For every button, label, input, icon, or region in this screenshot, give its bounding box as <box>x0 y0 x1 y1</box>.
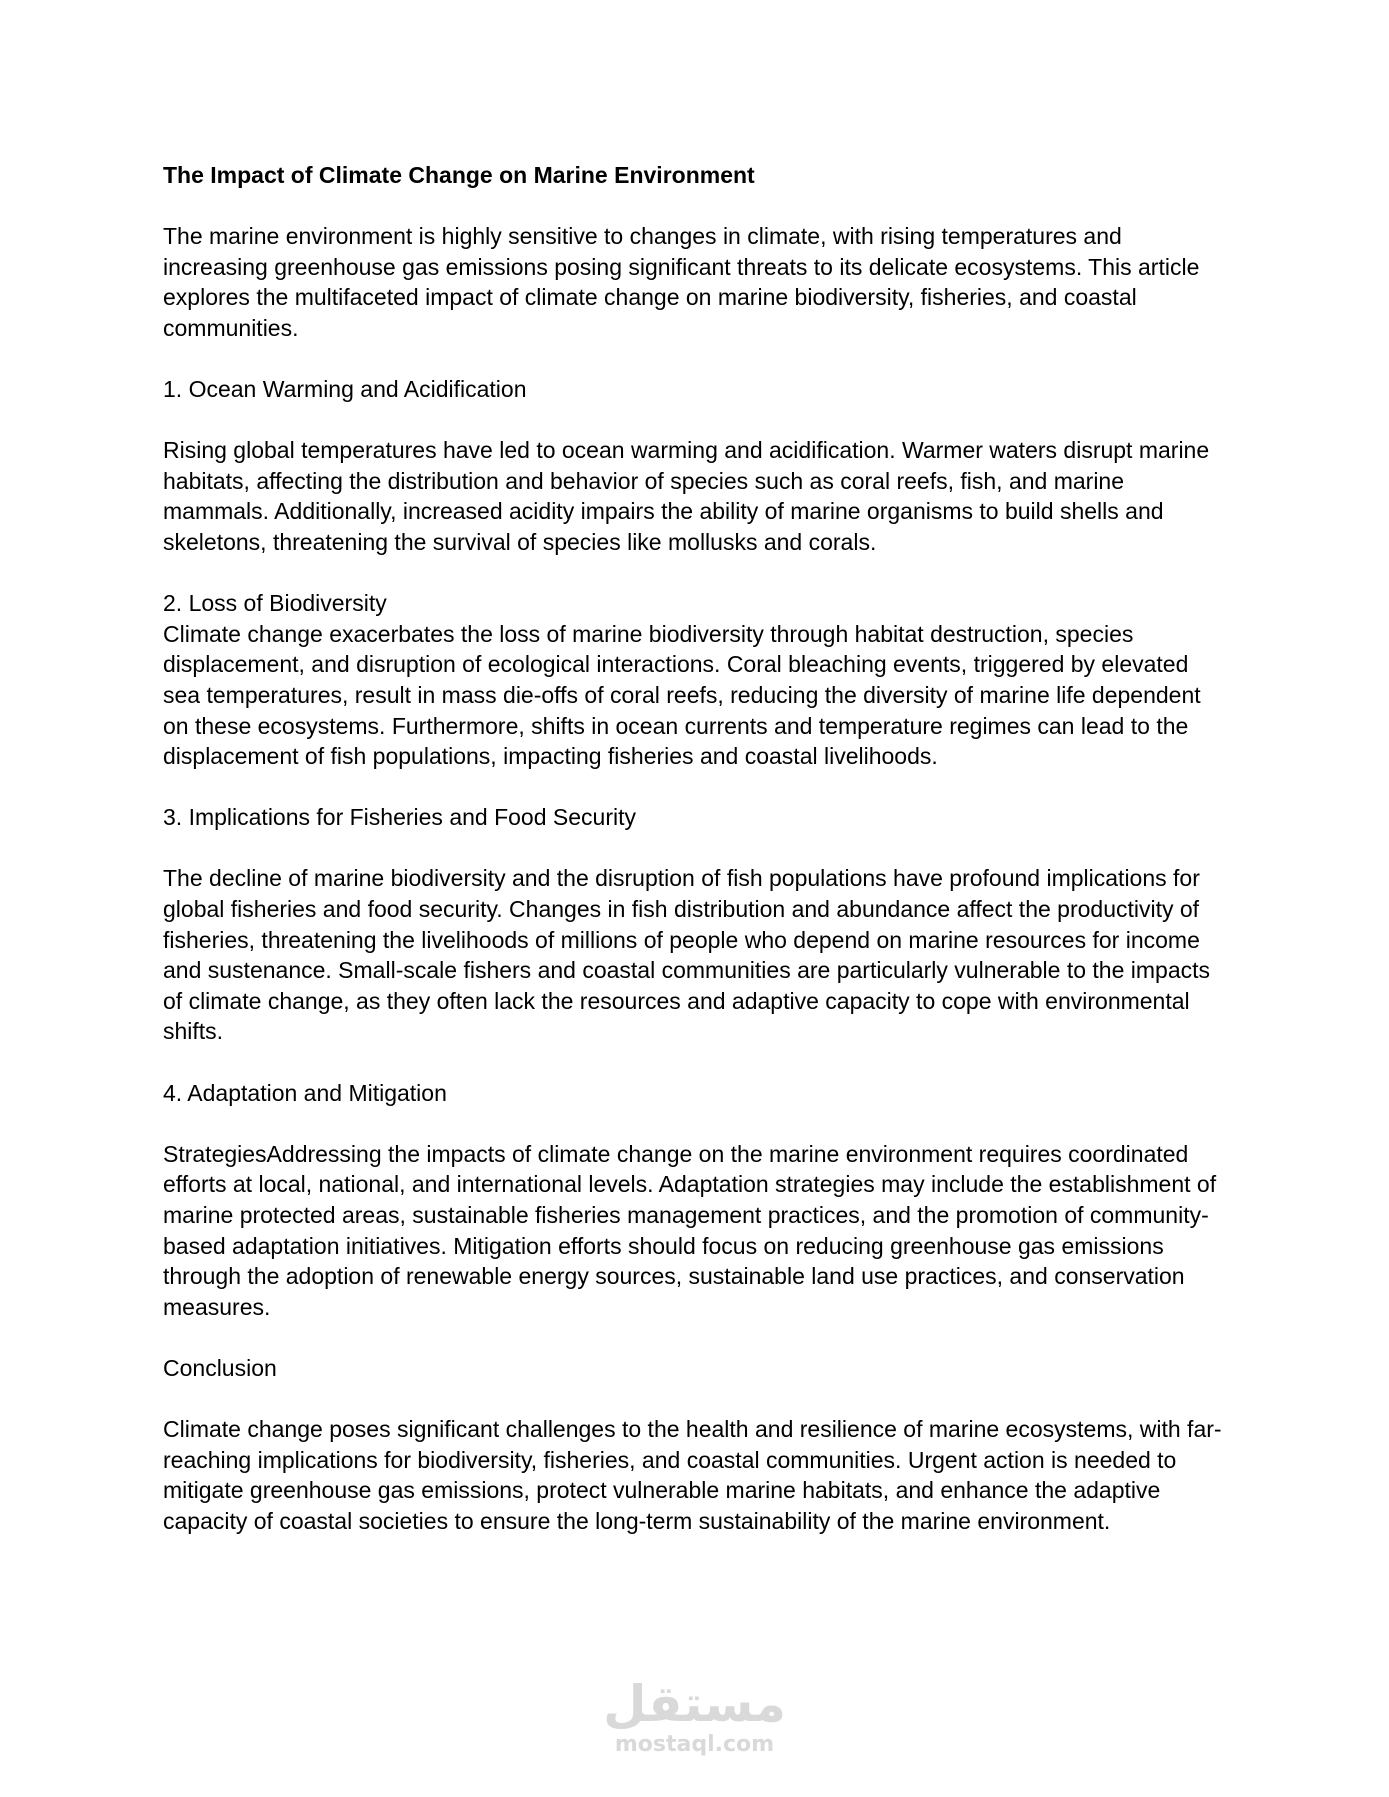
section-body-biodiversity: Climate change exacerbates the loss of marine biodiversity through habitat destruction, species displacement, and disruption of ecological interactions. Coral bleaching events, triggered by elevated sea temperatures, result in mass die-offs of coral reefs, reducing the diversity of marine life dependent on these ecosystems. Furthermore, shifts in ocean currents and temperature regimes can lead to the displacement of fish populations, impacting fisheries and coastal livelihoods. <box>163 620 1201 770</box>
intro-paragraph: The marine environment is highly sensitive to changes in climate, with rising temperatures and increasing greenhouse gas emissions posing significant threats to its delicate ecosystems. This article explores the multifaceted impact of climate change on marine biodiversity, fisheries, and coastal communities. <box>163 223 1200 341</box>
section-body-fisheries: The decline of marine biodiversity and the disruption of fish populations have profound implications for global fisheries and food security. Changes in fish distribution and abundance affect the productivity of fisheries, threatening the livelihoods of millions of people who depend on marine resources for income and sustenance. Small-scale fishers and coastal communities are particularly vulnerable to the impacts of climate change, as they often lack the resources and adaptive capacity to cope with environmental shifts. <box>163 865 1211 1045</box>
document-title: The Impact of Climate Change on Marine Environment <box>163 162 755 188</box>
watermark-logo-latin: mostaql.com <box>614 1732 775 1757</box>
section-body-adaptation: StrategiesAddressing the impacts of climate change on the marine environment requires coordinated efforts at local, national, and international levels. Adaptation strategies may include the establishment of marine protected areas, sustainable fisheries management practices, and the promotion of community-based adaptation initiatives. Mitigation efforts should focus on reducing greenhouse gas emissions through the adoption of renewable energy sources, sustainable land use practices, and conservation measures. <box>163 1140 1217 1320</box>
watermark-logo-arabic: مستقل <box>603 1675 786 1733</box>
section-heading-adaptation: 4. Adaptation and Mitigation <box>163 1079 447 1106</box>
mostaql-watermark <box>0 1676 1389 1758</box>
document-page <box>163 160 1228 1567</box>
section-heading-ocean-warming: 1. Ocean Warming and Acidification <box>163 375 527 402</box>
conclusion-heading: Conclusion <box>163 1354 277 1381</box>
conclusion-body: Climate change poses significant challenges to the health and resilience of marine ecosystems, with far-reaching implications for biodiversity, fisheries, and coastal communities. Urgent action is needed to mitigate greenhouse gas emissions, protect vulnerable marine habitats, and enhance the adaptive capacity of coastal societies to ensure the long-term sustainability of the marine environment. <box>163 1416 1222 1534</box>
section-heading-biodiversity: 2. Loss of Biodiversity <box>163 590 387 617</box>
section-body-ocean-warming: Rising global temperatures have led to ocean warming and acidification. Warmer waters disrupt marine habitats, affecting the distribution and behavior of species such as coral reefs, fish, and marine mammals. Additionally, increased acidity impairs the ability of marine organisms to build shells and skeletons, threatening the survival of species like mollusks and corals. <box>163 437 1210 555</box>
section-heading-fisheries: 3. Implications for Fisheries and Food Security <box>163 804 636 831</box>
